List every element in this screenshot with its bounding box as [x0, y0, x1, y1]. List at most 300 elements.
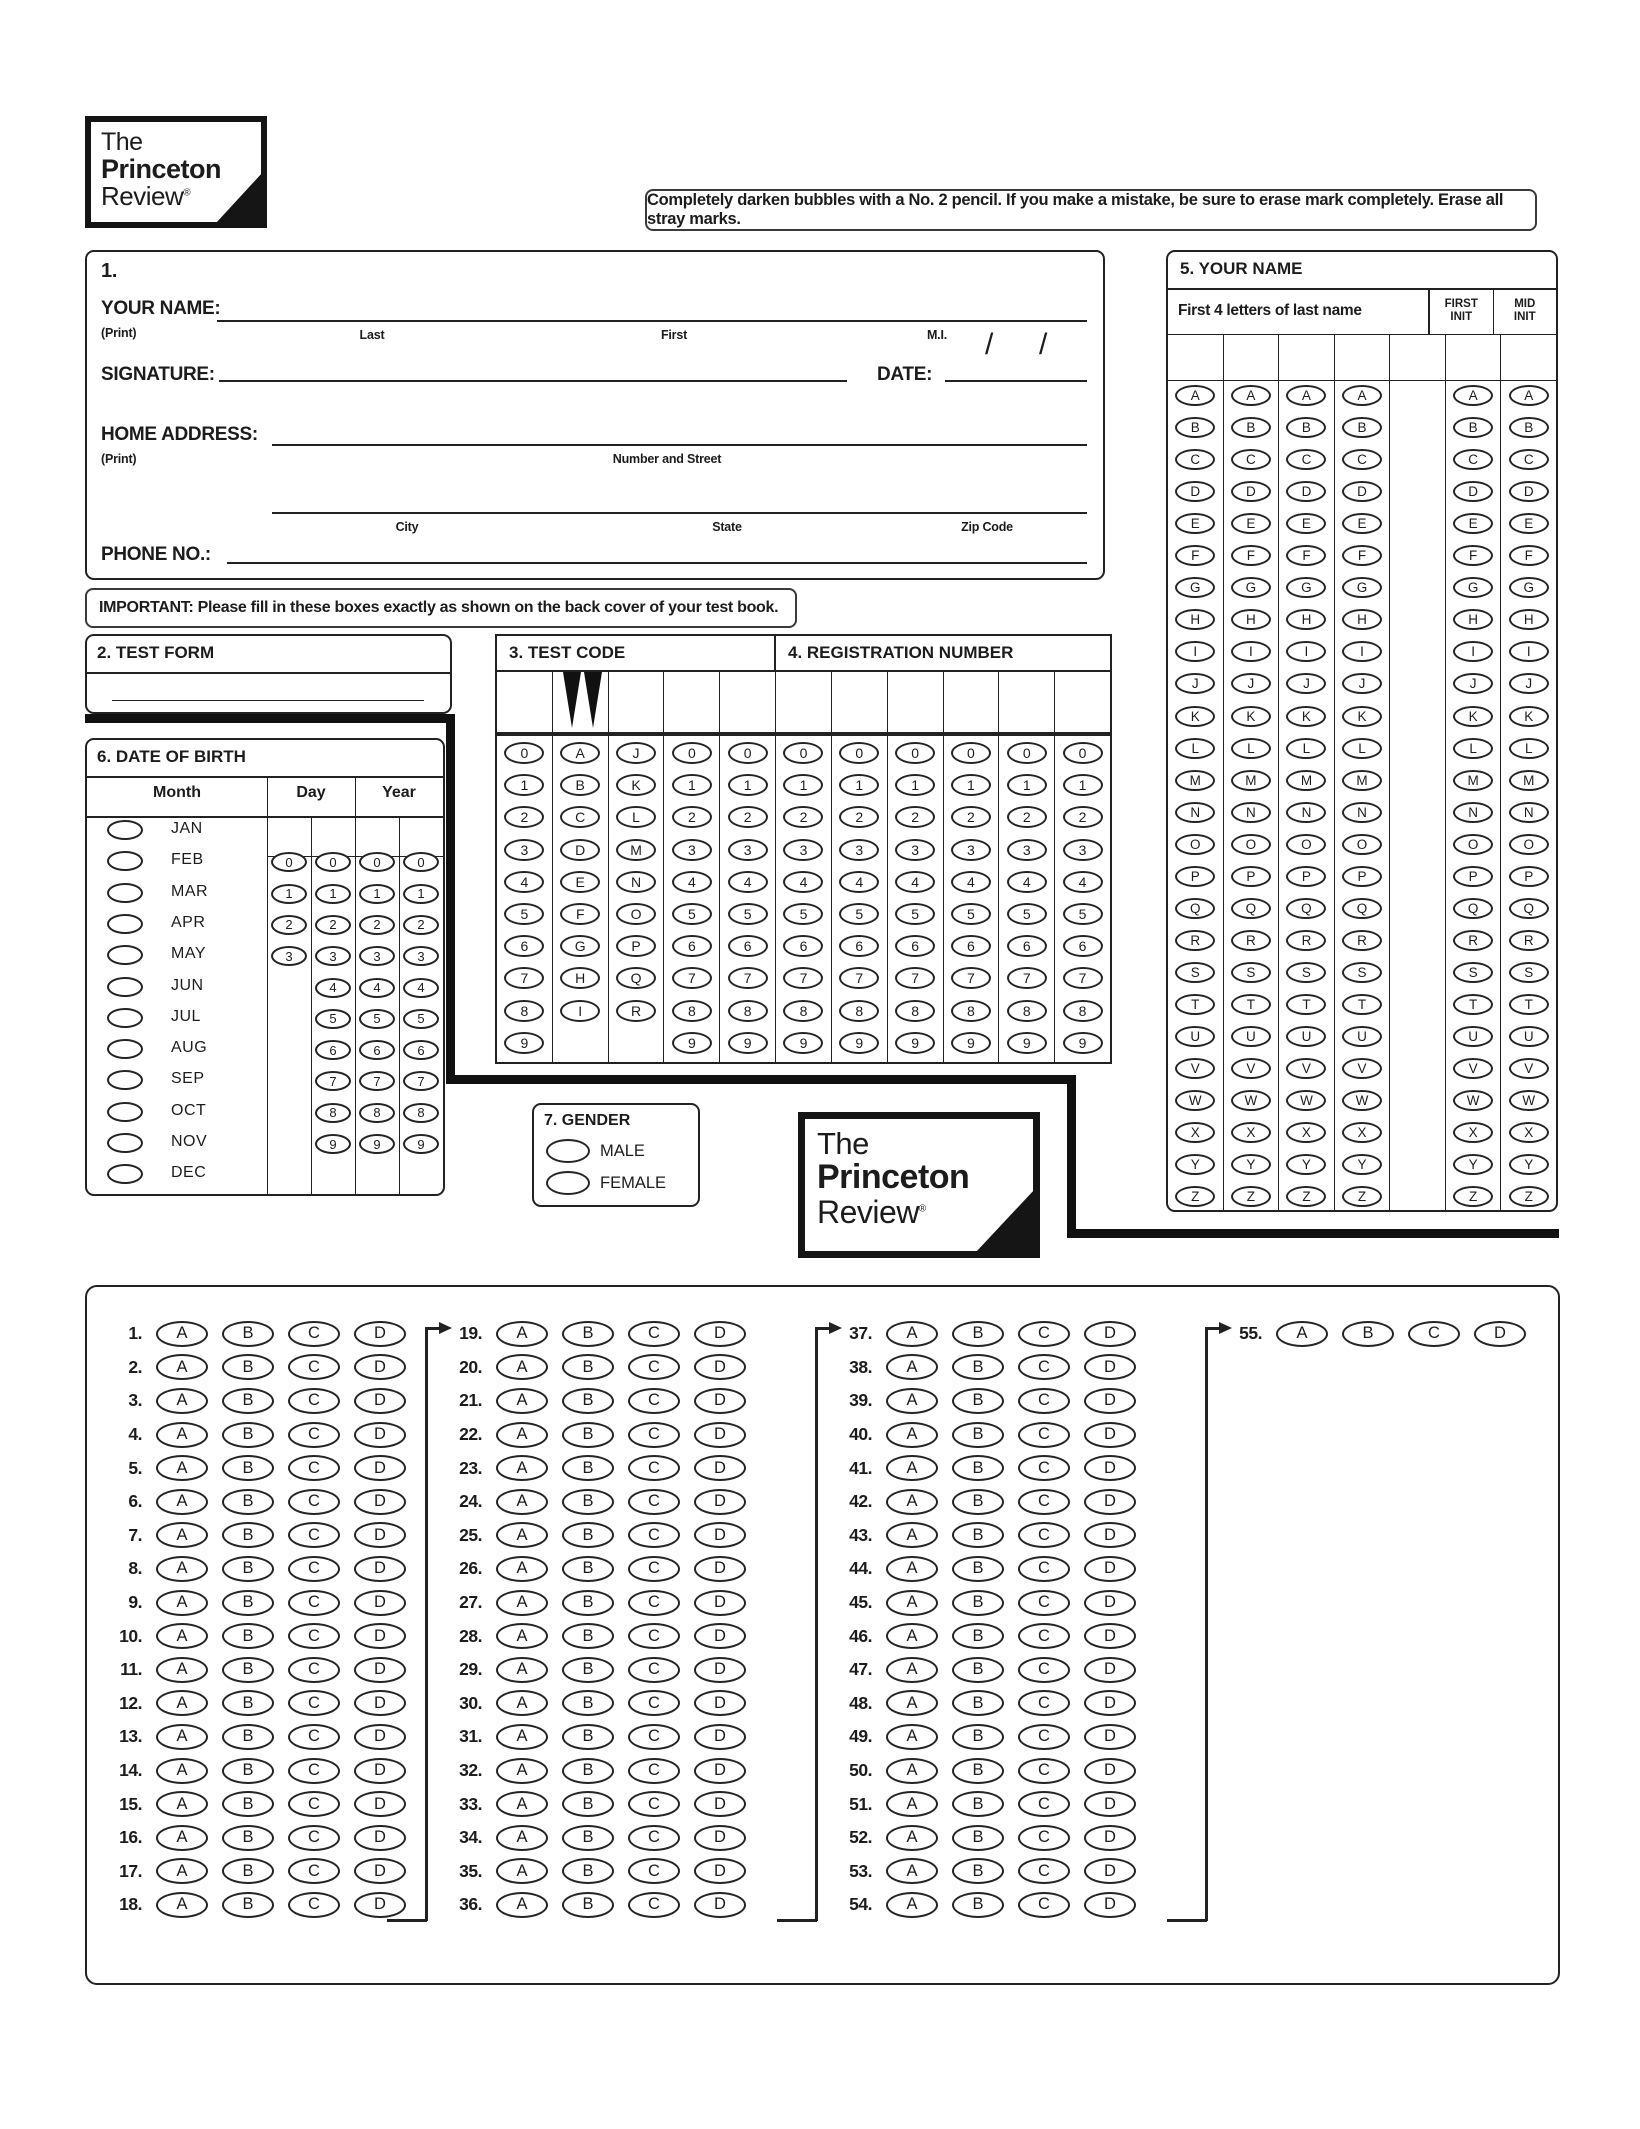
registration-bubble-7[interactable]: 7	[1063, 967, 1103, 989]
answer-bubble-38-C[interactable]: C	[1018, 1354, 1070, 1380]
answer-bubble-14-D[interactable]: D	[354, 1758, 406, 1784]
name-bubble-last-2-Y[interactable]: Y	[1231, 1154, 1271, 1175]
registration-bubble-6[interactable]: 6	[783, 935, 823, 957]
month-bubble-JUN[interactable]	[107, 977, 143, 997]
answer-bubble-40-A[interactable]: A	[886, 1422, 938, 1448]
answer-bubble-27-C[interactable]: C	[628, 1590, 680, 1616]
answer-bubble-48-A[interactable]: A	[886, 1690, 938, 1716]
registration-bubble-7[interactable]: 7	[783, 967, 823, 989]
name-bubble-first-init-E[interactable]: E	[1453, 513, 1493, 534]
answer-bubble-20-A[interactable]: A	[496, 1354, 548, 1380]
name-bubble-first-init-S[interactable]: S	[1453, 962, 1493, 983]
registration-write-box-11[interactable]	[1055, 672, 1110, 732]
answer-bubble-50-A[interactable]: A	[886, 1758, 938, 1784]
answer-bubble-41-D[interactable]: D	[1084, 1455, 1136, 1481]
answer-bubble-24-D[interactable]: D	[694, 1489, 746, 1515]
name-bubble-last-1-P[interactable]: P	[1175, 866, 1215, 887]
answer-bubble-41-C[interactable]: C	[1018, 1455, 1070, 1481]
answer-bubble-33-D[interactable]: D	[694, 1791, 746, 1817]
answer-bubble-7-A[interactable]: A	[156, 1522, 208, 1548]
name-write-box-last-4[interactable]	[1335, 334, 1391, 380]
answer-bubble-16-D[interactable]: D	[354, 1825, 406, 1851]
answer-bubble-27-D[interactable]: D	[694, 1590, 746, 1616]
month-bubble-APR[interactable]	[107, 914, 143, 934]
month-bubble-SEP[interactable]	[107, 1070, 143, 1090]
name-bubble-first-init-L[interactable]: L	[1453, 738, 1493, 759]
answer-bubble-28-D[interactable]: D	[694, 1623, 746, 1649]
name-bubble-first-init-O[interactable]: O	[1453, 834, 1493, 855]
answer-bubble-42-C[interactable]: C	[1018, 1489, 1070, 1515]
answer-bubble-6-B[interactable]: B	[222, 1489, 274, 1515]
test-code-bubble-1[interactable]: 1	[672, 774, 712, 796]
answer-bubble-40-B[interactable]: B	[952, 1422, 1004, 1448]
answer-bubble-55-D[interactable]: D	[1474, 1321, 1526, 1347]
answer-bubble-46-A[interactable]: A	[886, 1623, 938, 1649]
answer-bubble-37-C[interactable]: C	[1018, 1321, 1070, 1347]
name-bubble-first-init-V[interactable]: V	[1453, 1058, 1493, 1079]
test-code-bubble-M[interactable]: M	[616, 839, 656, 861]
answer-bubble-37-D[interactable]: D	[1084, 1321, 1136, 1347]
name-bubble-last-2-R[interactable]: R	[1231, 930, 1271, 951]
registration-bubble-8[interactable]: 8	[839, 1000, 879, 1022]
name-bubble-mid-init-M[interactable]: M	[1509, 770, 1549, 791]
answer-bubble-21-B[interactable]: B	[562, 1388, 614, 1414]
answer-bubble-9-C[interactable]: C	[288, 1590, 340, 1616]
day-ones-bubble-8[interactable]: 8	[315, 1103, 351, 1123]
day-ones-bubble-9[interactable]: 9	[315, 1134, 351, 1154]
test-code-bubble-4[interactable]: 4	[504, 871, 544, 893]
year-tens-bubble-6[interactable]: 6	[359, 1040, 395, 1060]
answer-bubble-16-C[interactable]: C	[288, 1825, 340, 1851]
registration-write-box-6[interactable]	[776, 672, 832, 732]
answer-bubble-6-C[interactable]: C	[288, 1489, 340, 1515]
answer-bubble-23-B[interactable]: B	[562, 1455, 614, 1481]
year-ones-bubble-3[interactable]: 3	[403, 946, 439, 966]
registration-bubble-3[interactable]: 3	[783, 839, 823, 861]
name-bubble-last-3-K[interactable]: K	[1286, 706, 1326, 727]
answer-bubble-55-A[interactable]: A	[1276, 1321, 1328, 1347]
answer-bubble-35-C[interactable]: C	[628, 1858, 680, 1884]
registration-bubble-3[interactable]: 3	[951, 839, 991, 861]
name-bubble-last-3-C[interactable]: C	[1286, 449, 1326, 470]
answer-bubble-18-A[interactable]: A	[156, 1892, 208, 1918]
registration-bubble-0[interactable]: 0	[951, 742, 991, 764]
name-bubble-last-1-E[interactable]: E	[1175, 513, 1215, 534]
name-bubble-last-4-X[interactable]: X	[1342, 1122, 1382, 1143]
answer-bubble-41-A[interactable]: A	[886, 1455, 938, 1481]
registration-bubble-5[interactable]: 5	[1007, 903, 1047, 925]
answer-bubble-37-A[interactable]: A	[886, 1321, 938, 1347]
answer-bubble-48-C[interactable]: C	[1018, 1690, 1070, 1716]
registration-bubble-1[interactable]: 1	[783, 774, 823, 796]
answer-bubble-8-A[interactable]: A	[156, 1556, 208, 1582]
test-code-bubble-6[interactable]: 6	[672, 935, 712, 957]
day-ones-bubble-1[interactable]: 1	[315, 884, 351, 904]
answer-bubble-53-A[interactable]: A	[886, 1858, 938, 1884]
answer-bubble-42-A[interactable]: A	[886, 1489, 938, 1515]
answer-bubble-24-B[interactable]: B	[562, 1489, 614, 1515]
name-bubble-first-init-Z[interactable]: Z	[1453, 1186, 1493, 1207]
name-bubble-first-init-B[interactable]: B	[1453, 417, 1493, 438]
test-code-bubble-G[interactable]: G	[560, 935, 600, 957]
answer-bubble-28-B[interactable]: B	[562, 1623, 614, 1649]
answer-bubble-55-C[interactable]: C	[1408, 1321, 1460, 1347]
registration-bubble-8[interactable]: 8	[951, 1000, 991, 1022]
answer-bubble-33-B[interactable]: B	[562, 1791, 614, 1817]
answer-bubble-35-A[interactable]: A	[496, 1858, 548, 1884]
registration-bubble-1[interactable]: 1	[839, 774, 879, 796]
answer-bubble-10-A[interactable]: A	[156, 1623, 208, 1649]
registration-bubble-3[interactable]: 3	[1007, 839, 1047, 861]
answer-bubble-18-D[interactable]: D	[354, 1892, 406, 1918]
answer-bubble-36-D[interactable]: D	[694, 1892, 746, 1918]
name-bubble-first-init-J[interactable]: J	[1453, 673, 1493, 694]
answer-bubble-44-A[interactable]: A	[886, 1556, 938, 1582]
answer-bubble-17-A[interactable]: A	[156, 1858, 208, 1884]
day-ones-bubble-3[interactable]: 3	[315, 946, 351, 966]
test-code-bubble-3[interactable]: 3	[504, 839, 544, 861]
name-bubble-last-4-N[interactable]: N	[1342, 802, 1382, 823]
answer-bubble-18-B[interactable]: B	[222, 1892, 274, 1918]
answer-bubble-3-C[interactable]: C	[288, 1388, 340, 1414]
answer-bubble-27-A[interactable]: A	[496, 1590, 548, 1616]
test-code-write-box-3[interactable]	[609, 672, 665, 732]
answer-bubble-9-D[interactable]: D	[354, 1590, 406, 1616]
name-write-box-last-2[interactable]	[1224, 334, 1280, 380]
answer-bubble-18-C[interactable]: C	[288, 1892, 340, 1918]
name-bubble-last-4-J[interactable]: J	[1342, 673, 1382, 694]
answer-bubble-24-C[interactable]: C	[628, 1489, 680, 1515]
registration-bubble-8[interactable]: 8	[1007, 1000, 1047, 1022]
answer-bubble-11-C[interactable]: C	[288, 1657, 340, 1683]
answer-bubble-6-A[interactable]: A	[156, 1489, 208, 1515]
test-code-bubble-8[interactable]: 8	[728, 1000, 768, 1022]
month-bubble-NOV[interactable]	[107, 1133, 143, 1153]
name-bubble-last-4-Q[interactable]: Q	[1342, 898, 1382, 919]
name-bubble-mid-init-L[interactable]: L	[1509, 738, 1549, 759]
answer-bubble-10-C[interactable]: C	[288, 1623, 340, 1649]
answer-bubble-50-D[interactable]: D	[1084, 1758, 1136, 1784]
registration-bubble-8[interactable]: 8	[895, 1000, 935, 1022]
name-bubble-mid-init-N[interactable]: N	[1509, 802, 1549, 823]
registration-bubble-4[interactable]: 4	[1007, 871, 1047, 893]
name-bubble-last-1-D[interactable]: D	[1175, 481, 1215, 502]
name-bubble-last-3-D[interactable]: D	[1286, 481, 1326, 502]
answer-bubble-21-A[interactable]: A	[496, 1388, 548, 1414]
name-bubble-last-4-Z[interactable]: Z	[1342, 1186, 1382, 1207]
answer-bubble-17-D[interactable]: D	[354, 1858, 406, 1884]
answer-bubble-48-D[interactable]: D	[1084, 1690, 1136, 1716]
name-bubble-mid-init-S[interactable]: S	[1509, 962, 1549, 983]
name-bubble-last-3-Y[interactable]: Y	[1286, 1154, 1326, 1175]
name-bubble-last-1-S[interactable]: S	[1175, 962, 1215, 983]
name-bubble-last-1-I[interactable]: I	[1175, 641, 1215, 662]
test-code-bubble-C[interactable]: C	[560, 806, 600, 828]
answer-bubble-2-B[interactable]: B	[222, 1354, 274, 1380]
name-bubble-last-3-E[interactable]: E	[1286, 513, 1326, 534]
answer-bubble-27-B[interactable]: B	[562, 1590, 614, 1616]
name-bubble-last-4-F[interactable]: F	[1342, 545, 1382, 566]
name-bubble-last-2-L[interactable]: L	[1231, 738, 1271, 759]
name-bubble-last-3-P[interactable]: P	[1286, 866, 1326, 887]
test-code-bubble-5[interactable]: 5	[728, 903, 768, 925]
registration-bubble-6[interactable]: 6	[951, 935, 991, 957]
answer-bubble-12-C[interactable]: C	[288, 1690, 340, 1716]
name-bubble-last-1-A[interactable]: A	[1175, 385, 1215, 406]
registration-bubble-4[interactable]: 4	[951, 871, 991, 893]
answer-bubble-6-D[interactable]: D	[354, 1489, 406, 1515]
registration-bubble-5[interactable]: 5	[895, 903, 935, 925]
answer-bubble-2-A[interactable]: A	[156, 1354, 208, 1380]
name-bubble-mid-init-I[interactable]: I	[1509, 641, 1549, 662]
answer-bubble-38-B[interactable]: B	[952, 1354, 1004, 1380]
name-bubble-mid-init-W[interactable]: W	[1509, 1090, 1549, 1111]
test-code-bubble-J[interactable]: J	[616, 742, 656, 764]
test-code-bubble-0[interactable]: 0	[728, 742, 768, 764]
answer-bubble-1-C[interactable]: C	[288, 1321, 340, 1347]
answer-bubble-47-D[interactable]: D	[1084, 1657, 1136, 1683]
test-code-bubble-5[interactable]: 5	[672, 903, 712, 925]
answer-bubble-10-B[interactable]: B	[222, 1623, 274, 1649]
name-bubble-last-2-H[interactable]: H	[1231, 609, 1271, 630]
name-bubble-mid-init-K[interactable]: K	[1509, 706, 1549, 727]
test-code-bubble-7[interactable]: 7	[728, 967, 768, 989]
name-bubble-mid-init-C[interactable]: C	[1509, 449, 1549, 470]
name-bubble-last-2-T[interactable]: T	[1231, 994, 1271, 1015]
your-name-line[interactable]	[217, 300, 1087, 322]
name-bubble-first-init-F[interactable]: F	[1453, 545, 1493, 566]
name-bubble-last-3-U[interactable]: U	[1286, 1026, 1326, 1047]
name-bubble-last-1-K[interactable]: K	[1175, 706, 1215, 727]
name-bubble-mid-init-H[interactable]: H	[1509, 609, 1549, 630]
registration-bubble-2[interactable]: 2	[839, 806, 879, 828]
name-bubble-mid-init-X[interactable]: X	[1509, 1122, 1549, 1143]
answer-bubble-36-B[interactable]: B	[562, 1892, 614, 1918]
answer-bubble-32-D[interactable]: D	[694, 1758, 746, 1784]
year-ones-bubble-2[interactable]: 2	[403, 915, 439, 935]
answer-bubble-3-D[interactable]: D	[354, 1388, 406, 1414]
answer-bubble-30-B[interactable]: B	[562, 1690, 614, 1716]
registration-bubble-1[interactable]: 1	[951, 774, 991, 796]
answer-bubble-11-B[interactable]: B	[222, 1657, 274, 1683]
answer-bubble-14-A[interactable]: A	[156, 1758, 208, 1784]
answer-bubble-39-B[interactable]: B	[952, 1388, 1004, 1414]
day-ones-bubble-2[interactable]: 2	[315, 915, 351, 935]
answer-bubble-22-D[interactable]: D	[694, 1422, 746, 1448]
test-code-write-box-5[interactable]	[720, 672, 776, 732]
answer-bubble-15-D[interactable]: D	[354, 1791, 406, 1817]
answer-bubble-38-D[interactable]: D	[1084, 1354, 1136, 1380]
name-bubble-last-2-Z[interactable]: Z	[1231, 1186, 1271, 1207]
answer-bubble-12-D[interactable]: D	[354, 1690, 406, 1716]
registration-write-box-8[interactable]	[888, 672, 944, 732]
name-bubble-first-init-D[interactable]: D	[1453, 481, 1493, 502]
registration-bubble-0[interactable]: 0	[1007, 742, 1047, 764]
registration-bubble-3[interactable]: 3	[1063, 839, 1103, 861]
answer-bubble-25-B[interactable]: B	[562, 1522, 614, 1548]
month-bubble-MAY[interactable]	[107, 945, 143, 965]
answer-bubble-14-C[interactable]: C	[288, 1758, 340, 1784]
registration-bubble-2[interactable]: 2	[783, 806, 823, 828]
answer-bubble-26-A[interactable]: A	[496, 1556, 548, 1582]
name-bubble-mid-init-G[interactable]: G	[1509, 577, 1549, 598]
answer-bubble-2-C[interactable]: C	[288, 1354, 340, 1380]
name-bubble-last-1-Z[interactable]: Z	[1175, 1186, 1215, 1207]
name-bubble-last-1-O[interactable]: O	[1175, 834, 1215, 855]
registration-bubble-7[interactable]: 7	[839, 967, 879, 989]
year-tens-bubble-9[interactable]: 9	[359, 1134, 395, 1154]
name-bubble-last-3-B[interactable]: B	[1286, 417, 1326, 438]
name-bubble-first-init-Q[interactable]: Q	[1453, 898, 1493, 919]
answer-bubble-32-A[interactable]: A	[496, 1758, 548, 1784]
answer-bubble-10-D[interactable]: D	[354, 1623, 406, 1649]
name-bubble-last-2-D[interactable]: D	[1231, 481, 1271, 502]
answer-bubble-29-D[interactable]: D	[694, 1657, 746, 1683]
month-bubble-MAR[interactable]	[107, 883, 143, 903]
month-bubble-JAN[interactable]	[107, 820, 143, 840]
street-address-line[interactable]	[272, 424, 1087, 446]
test-code-bubble-H[interactable]: H	[560, 967, 600, 989]
name-bubble-last-2-S[interactable]: S	[1231, 962, 1271, 983]
answer-bubble-19-D[interactable]: D	[694, 1321, 746, 1347]
name-bubble-last-4-A[interactable]: A	[1342, 385, 1382, 406]
name-bubble-last-4-P[interactable]: P	[1342, 866, 1382, 887]
answer-bubble-20-B[interactable]: B	[562, 1354, 614, 1380]
answer-bubble-21-D[interactable]: D	[694, 1388, 746, 1414]
day-tens-bubble-0[interactable]: 0	[271, 852, 307, 872]
answer-bubble-52-D[interactable]: D	[1084, 1825, 1136, 1851]
registration-bubble-0[interactable]: 0	[1063, 742, 1103, 764]
answer-bubble-43-D[interactable]: D	[1084, 1522, 1136, 1548]
name-bubble-last-1-H[interactable]: H	[1175, 609, 1215, 630]
day-tens-bubble-2[interactable]: 2	[271, 915, 307, 935]
answer-bubble-36-A[interactable]: A	[496, 1892, 548, 1918]
day-ones-bubble-5[interactable]: 5	[315, 1009, 351, 1029]
answer-bubble-4-D[interactable]: D	[354, 1422, 406, 1448]
name-bubble-last-3-I[interactable]: I	[1286, 641, 1326, 662]
city-state-zip-line[interactable]	[272, 492, 1087, 514]
name-bubble-last-3-H[interactable]: H	[1286, 609, 1326, 630]
answer-bubble-20-D[interactable]: D	[694, 1354, 746, 1380]
name-bubble-last-4-K[interactable]: K	[1342, 706, 1382, 727]
name-bubble-first-init-P[interactable]: P	[1453, 866, 1493, 887]
name-bubble-last-1-T[interactable]: T	[1175, 994, 1215, 1015]
answer-bubble-22-C[interactable]: C	[628, 1422, 680, 1448]
name-bubble-first-init-W[interactable]: W	[1453, 1090, 1493, 1111]
answer-bubble-51-C[interactable]: C	[1018, 1791, 1070, 1817]
name-bubble-last-2-W[interactable]: W	[1231, 1090, 1271, 1111]
name-bubble-last-1-G[interactable]: G	[1175, 577, 1215, 598]
answer-bubble-39-D[interactable]: D	[1084, 1388, 1136, 1414]
name-bubble-last-1-N[interactable]: N	[1175, 802, 1215, 823]
answer-bubble-32-B[interactable]: B	[562, 1758, 614, 1784]
answer-bubble-51-D[interactable]: D	[1084, 1791, 1136, 1817]
answer-bubble-54-B[interactable]: B	[952, 1892, 1004, 1918]
name-bubble-last-2-F[interactable]: F	[1231, 545, 1271, 566]
answer-bubble-21-C[interactable]: C	[628, 1388, 680, 1414]
answer-bubble-43-A[interactable]: A	[886, 1522, 938, 1548]
name-bubble-last-3-S[interactable]: S	[1286, 962, 1326, 983]
registration-bubble-2[interactable]: 2	[1063, 806, 1103, 828]
answer-bubble-39-A[interactable]: A	[886, 1388, 938, 1414]
name-bubble-last-4-L[interactable]: L	[1342, 738, 1382, 759]
answer-bubble-8-C[interactable]: C	[288, 1556, 340, 1582]
registration-bubble-8[interactable]: 8	[783, 1000, 823, 1022]
test-code-bubble-P[interactable]: P	[616, 935, 656, 957]
answer-bubble-49-C[interactable]: C	[1018, 1724, 1070, 1750]
registration-bubble-6[interactable]: 6	[839, 935, 879, 957]
name-bubble-first-init-T[interactable]: T	[1453, 994, 1493, 1015]
answer-bubble-30-C[interactable]: C	[628, 1690, 680, 1716]
registration-bubble-0[interactable]: 0	[783, 742, 823, 764]
day-ones-bubble-0[interactable]: 0	[315, 852, 351, 872]
answer-bubble-33-A[interactable]: A	[496, 1791, 548, 1817]
answer-bubble-1-B[interactable]: B	[222, 1321, 274, 1347]
answer-bubble-22-A[interactable]: A	[496, 1422, 548, 1448]
answer-bubble-12-B[interactable]: B	[222, 1690, 274, 1716]
registration-bubble-1[interactable]: 1	[1007, 774, 1047, 796]
answer-bubble-5-C[interactable]: C	[288, 1455, 340, 1481]
answer-bubble-11-A[interactable]: A	[156, 1657, 208, 1683]
answer-bubble-13-B[interactable]: B	[222, 1724, 274, 1750]
year-ones-bubble-0[interactable]: 0	[403, 852, 439, 872]
name-bubble-last-3-V[interactable]: V	[1286, 1058, 1326, 1079]
phone-line[interactable]	[227, 540, 1087, 564]
test-code-bubble-8[interactable]: 8	[672, 1000, 712, 1022]
registration-bubble-8[interactable]: 8	[1063, 1000, 1103, 1022]
name-bubble-last-1-M[interactable]: M	[1175, 770, 1215, 791]
name-bubble-last-4-R[interactable]: R	[1342, 930, 1382, 951]
name-bubble-last-2-X[interactable]: X	[1231, 1122, 1271, 1143]
name-bubble-last-1-Q[interactable]: Q	[1175, 898, 1215, 919]
test-code-write-box-2[interactable]	[553, 672, 609, 732]
test-form-write-line[interactable]	[112, 700, 424, 701]
name-bubble-first-init-U[interactable]: U	[1453, 1026, 1493, 1047]
answer-bubble-53-D[interactable]: D	[1084, 1858, 1136, 1884]
year-ones-bubble-8[interactable]: 8	[403, 1103, 439, 1123]
answer-bubble-25-C[interactable]: C	[628, 1522, 680, 1548]
name-bubble-mid-init-R[interactable]: R	[1509, 930, 1549, 951]
answer-bubble-8-B[interactable]: B	[222, 1556, 274, 1582]
day-tens-bubble-1[interactable]: 1	[271, 884, 307, 904]
name-bubble-mid-init-V[interactable]: V	[1509, 1058, 1549, 1079]
answer-bubble-15-B[interactable]: B	[222, 1791, 274, 1817]
year-tens-bubble-3[interactable]: 3	[359, 946, 395, 966]
answer-bubble-30-D[interactable]: D	[694, 1690, 746, 1716]
name-bubble-first-init-N[interactable]: N	[1453, 802, 1493, 823]
answer-bubble-46-C[interactable]: C	[1018, 1623, 1070, 1649]
registration-bubble-5[interactable]: 5	[951, 903, 991, 925]
name-bubble-mid-init-P[interactable]: P	[1509, 866, 1549, 887]
name-bubble-last-4-V[interactable]: V	[1342, 1058, 1382, 1079]
year-tens-bubble-2[interactable]: 2	[359, 915, 395, 935]
name-bubble-last-2-B[interactable]: B	[1231, 417, 1271, 438]
answer-bubble-13-C[interactable]: C	[288, 1724, 340, 1750]
registration-bubble-0[interactable]: 0	[895, 742, 935, 764]
name-bubble-last-2-J[interactable]: J	[1231, 673, 1271, 694]
name-bubble-last-4-S[interactable]: S	[1342, 962, 1382, 983]
answer-bubble-50-B[interactable]: B	[952, 1758, 1004, 1784]
answer-bubble-17-B[interactable]: B	[222, 1858, 274, 1884]
answer-bubble-2-D[interactable]: D	[354, 1354, 406, 1380]
answer-bubble-49-A[interactable]: A	[886, 1724, 938, 1750]
answer-bubble-40-C[interactable]: C	[1018, 1422, 1070, 1448]
name-bubble-last-2-O[interactable]: O	[1231, 834, 1271, 855]
answer-bubble-34-D[interactable]: D	[694, 1825, 746, 1851]
year-ones-bubble-7[interactable]: 7	[403, 1071, 439, 1091]
year-ones-bubble-4[interactable]: 4	[403, 978, 439, 998]
registration-bubble-2[interactable]: 2	[951, 806, 991, 828]
